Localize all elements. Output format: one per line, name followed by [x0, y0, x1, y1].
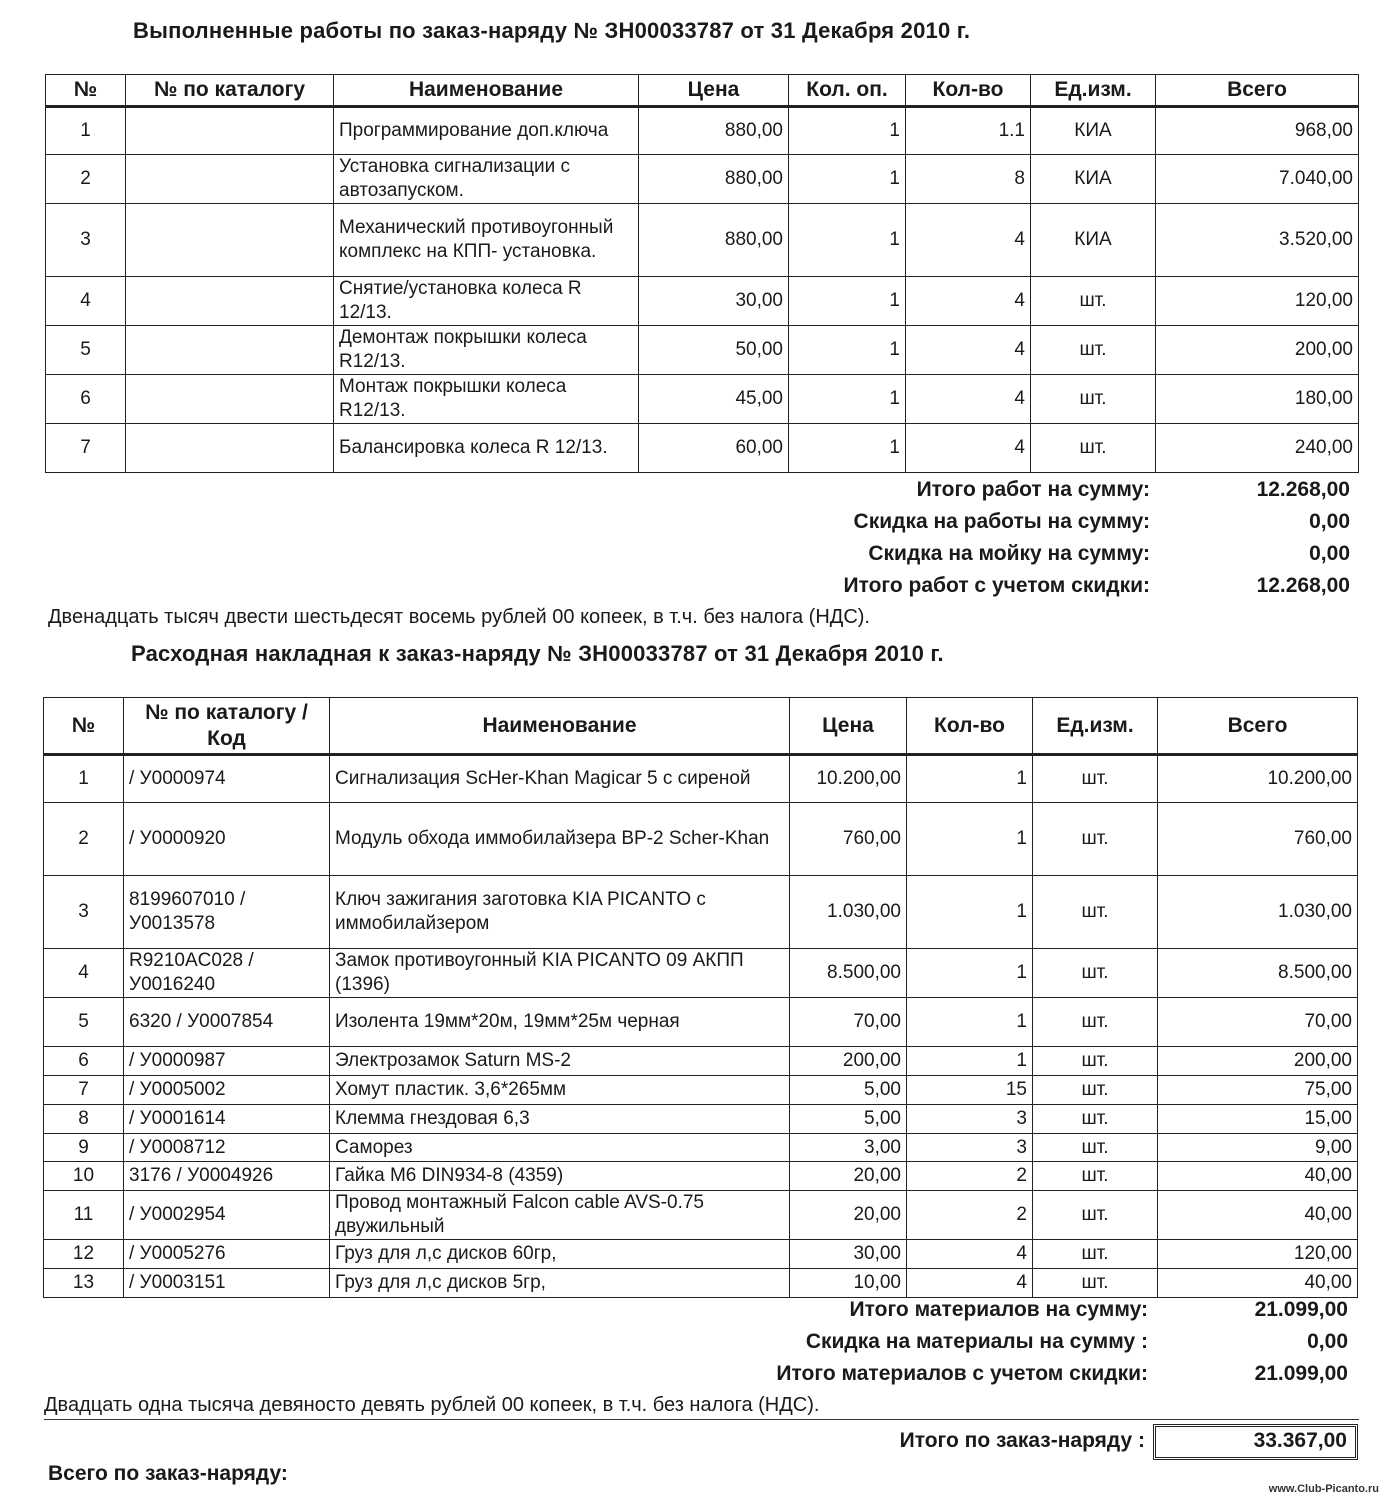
row-total: 10.200,00 [1158, 755, 1358, 803]
row-price: 10,00 [790, 1269, 907, 1298]
row-operations: 1 [789, 424, 906, 473]
row-total: 15,00 [1158, 1105, 1358, 1134]
row-name: Балансировка колеса R 12/13. [334, 424, 639, 473]
row-number: 4 [44, 949, 124, 998]
row-price: 50,00 [639, 326, 789, 375]
row-unit: шт. [1033, 1134, 1158, 1162]
row-price: 45,00 [639, 375, 789, 424]
table-row [46, 326, 1359, 375]
row-quantity: 1 [907, 803, 1033, 876]
works-header-qty: Кол-во [906, 75, 1031, 107]
row-price: 880,00 [639, 107, 789, 155]
row-number: 11 [44, 1191, 124, 1240]
row-name: Демонтаж покрышки колеса R12/13. [334, 326, 639, 375]
row-number: 7 [46, 424, 126, 473]
row-price: 200,00 [790, 1047, 907, 1076]
materials-total-label: Итого материалов на сумму: [849, 1298, 1148, 1321]
row-price: 880,00 [639, 204, 789, 277]
row-unit: шт. [1031, 424, 1156, 473]
row-number: 7 [44, 1076, 124, 1105]
row-total: 760,00 [1158, 803, 1358, 876]
table-row [46, 424, 1359, 473]
materials-discount-value: 0,00 [1307, 1330, 1348, 1353]
row-quantity: 1 [907, 1047, 1033, 1076]
row-unit: КИА [1031, 204, 1156, 277]
row-operations: 1 [789, 107, 906, 155]
grand-total-value: 33.367,00 [1153, 1424, 1358, 1460]
row-price: 70,00 [790, 998, 907, 1047]
row-unit: КИА [1031, 107, 1156, 155]
row-name: Сигнализация ScHer-Khan Magicar 5 с сиреной [330, 755, 790, 803]
row-unit: шт. [1031, 375, 1156, 424]
materials-header-catalog: № по каталогу / Код [124, 698, 330, 755]
row-unit: шт. [1033, 1240, 1158, 1269]
materials-header-unit: Ед.изм. [1033, 698, 1158, 755]
row-catalog: / У0000920 [124, 803, 330, 876]
row-unit: шт. [1033, 1047, 1158, 1076]
table-row [44, 1240, 1358, 1269]
row-total: 968,00 [1156, 107, 1359, 155]
order-total-footer-label: Всего по заказ-наряду: [48, 1462, 288, 1485]
row-name: Груз для л,с дисков 5гр, [330, 1269, 790, 1298]
row-operations: 1 [789, 204, 906, 277]
row-name: Гайка М6 DIN934-8 (4359) [330, 1162, 790, 1191]
works-total-value: 12.268,00 [1256, 478, 1350, 501]
row-quantity: 4 [906, 326, 1031, 375]
row-catalog [126, 277, 334, 326]
row-quantity: 1 [907, 998, 1033, 1047]
materials-header-num: № [44, 698, 124, 755]
row-name: Клемма гнездовая 6,3 [330, 1105, 790, 1134]
works-header-unit: Ед.изм. [1031, 75, 1156, 107]
works-table [45, 74, 1359, 473]
materials-amount-words: Двадцать одна тысяча девяносто девять рублей 00 копеек, в т.ч. без налога (НДС). [44, 1394, 820, 1416]
row-price: 3,00 [790, 1134, 907, 1162]
materials-discount-label: Скидка на материалы на сумму : [805, 1330, 1148, 1353]
row-number: 3 [46, 204, 126, 277]
row-unit: шт. [1031, 277, 1156, 326]
works-body [46, 107, 1359, 473]
row-name: Саморез [330, 1134, 790, 1162]
row-unit: шт. [1033, 949, 1158, 998]
row-catalog [126, 204, 334, 277]
table-row [46, 107, 1359, 155]
row-quantity: 2 [907, 1162, 1033, 1191]
materials-header-qty: Кол-во [907, 698, 1033, 755]
table-row [44, 998, 1358, 1047]
row-catalog: R9210AC028 / У0016240 [124, 949, 330, 998]
table-row [46, 155, 1359, 204]
works-discount-label: Скидка на работы на сумму: [853, 510, 1150, 533]
grand-total-label: Итого по заказ-наряду : [899, 1429, 1145, 1452]
row-name: Провод монтажный Falcon cable AVS-0.75 двужильный [330, 1191, 790, 1240]
row-price: 1.030,00 [790, 876, 907, 949]
row-quantity: 1 [907, 949, 1033, 998]
row-number: 6 [46, 375, 126, 424]
row-unit: шт. [1033, 755, 1158, 803]
row-catalog [126, 375, 334, 424]
table-row [44, 1105, 1358, 1134]
row-number: 1 [44, 755, 124, 803]
row-total: 200,00 [1156, 326, 1359, 375]
row-name: Механический противоугонный комплекс на КПП- установка. [334, 204, 639, 277]
row-total: 40,00 [1158, 1269, 1358, 1298]
works-final-value: 12.268,00 [1256, 574, 1350, 597]
row-quantity: 4 [907, 1269, 1033, 1298]
row-total: 9,00 [1158, 1134, 1358, 1162]
table-row [44, 755, 1358, 803]
materials-header-row [44, 698, 1358, 755]
row-total: 40,00 [1158, 1162, 1358, 1191]
row-name: Программирование доп.ключа [334, 107, 639, 155]
row-name: Установка сигнализации с автозапуском. [334, 155, 639, 204]
row-unit: шт. [1033, 998, 1158, 1047]
row-price: 20,00 [790, 1191, 907, 1240]
row-number: 12 [44, 1240, 124, 1269]
row-price: 5,00 [790, 1076, 907, 1105]
table-row [44, 1191, 1358, 1240]
table-row [46, 204, 1359, 277]
row-catalog [126, 326, 334, 375]
row-catalog: 8199607010 / У0013578 [124, 876, 330, 949]
row-quantity: 4 [907, 1240, 1033, 1269]
row-catalog: / У0000987 [124, 1047, 330, 1076]
row-total: 70,00 [1158, 998, 1358, 1047]
materials-header-total: Всего [1158, 698, 1358, 755]
materials-title: Расходная накладная к заказ-наряду № ЗН00033787 от 31 Декабря 2010 г. [131, 641, 944, 666]
row-unit: шт. [1033, 803, 1158, 876]
row-quantity: 3 [907, 1105, 1033, 1134]
works-discount-value: 0,00 [1309, 510, 1350, 533]
row-quantity: 4 [906, 204, 1031, 277]
row-name: Хомут пластик. 3,6*265мм [330, 1076, 790, 1105]
works-total-label: Итого работ на сумму: [916, 478, 1150, 501]
row-number: 8 [44, 1105, 124, 1134]
row-quantity: 1 [907, 876, 1033, 949]
row-number: 1 [46, 107, 126, 155]
row-catalog: 3176 / У0004926 [124, 1162, 330, 1191]
materials-total-value: 21.099,00 [1254, 1298, 1348, 1321]
materials-body [44, 755, 1358, 1298]
wash-discount-label: Скидка на мойку на сумму: [868, 542, 1150, 565]
row-catalog: 6320 / У0007854 [124, 998, 330, 1047]
row-quantity: 2 [907, 1191, 1033, 1240]
row-catalog: / У0003151 [124, 1269, 330, 1298]
row-name: Ключ зажигания заготовка KIA PICANTO с иммобилайзером [330, 876, 790, 949]
words-underline [44, 1419, 1359, 1420]
row-name: Замок противоугонный KIA PICANTO 09 АКПП (1396) [330, 949, 790, 998]
row-total: 7.040,00 [1156, 155, 1359, 204]
row-total: 180,00 [1156, 375, 1359, 424]
table-row [44, 1047, 1358, 1076]
row-catalog [126, 155, 334, 204]
row-total: 1.030,00 [1158, 876, 1358, 949]
materials-final-label: Итого материалов с учетом скидки: [776, 1362, 1148, 1385]
row-quantity: 1 [907, 755, 1033, 803]
row-number: 10 [44, 1162, 124, 1191]
row-total: 120,00 [1156, 277, 1359, 326]
row-number: 4 [46, 277, 126, 326]
row-name: Изолента 19мм*20м, 19мм*25м черная [330, 998, 790, 1047]
works-header-num: № [46, 75, 126, 107]
table-row [44, 803, 1358, 876]
row-price: 880,00 [639, 155, 789, 204]
row-operations: 1 [789, 375, 906, 424]
row-total: 3.520,00 [1156, 204, 1359, 277]
row-price: 60,00 [639, 424, 789, 473]
row-operations: 1 [789, 277, 906, 326]
works-header-price: Цена [639, 75, 789, 107]
row-operations: 1 [789, 155, 906, 204]
row-catalog: / У0008712 [124, 1134, 330, 1162]
row-total: 240,00 [1156, 424, 1359, 473]
row-total: 40,00 [1158, 1191, 1358, 1240]
row-name: Снятие/установка колеса R 12/13. [334, 277, 639, 326]
row-price: 20,00 [790, 1162, 907, 1191]
row-unit: шт. [1033, 876, 1158, 949]
works-header-total: Всего [1156, 75, 1359, 107]
row-quantity: 3 [907, 1134, 1033, 1162]
row-quantity: 4 [906, 424, 1031, 473]
table-row [44, 1269, 1358, 1298]
table-row [44, 876, 1358, 949]
table-row [44, 1162, 1358, 1191]
row-total: 8.500,00 [1158, 949, 1358, 998]
works-final-label: Итого работ с учетом скидки: [843, 574, 1150, 597]
row-quantity: 8 [906, 155, 1031, 204]
table-row [46, 277, 1359, 326]
row-number: 5 [44, 998, 124, 1047]
row-price: 10.200,00 [790, 755, 907, 803]
row-number: 2 [44, 803, 124, 876]
row-catalog [126, 107, 334, 155]
row-price: 760,00 [790, 803, 907, 876]
watermark-text: www.Club-Picanto.ru [1268, 1483, 1379, 1495]
row-unit: КИА [1031, 155, 1156, 204]
works-header-row [46, 75, 1359, 107]
row-price: 8.500,00 [790, 949, 907, 998]
row-quantity: 4 [906, 375, 1031, 424]
row-unit: шт. [1033, 1191, 1158, 1240]
table-row [46, 375, 1359, 424]
row-quantity: 4 [906, 277, 1031, 326]
row-price: 5,00 [790, 1105, 907, 1134]
materials-table [43, 697, 1358, 1298]
row-unit: шт. [1033, 1162, 1158, 1191]
row-catalog: / У0005002 [124, 1076, 330, 1105]
materials-header-price: Цена [790, 698, 907, 755]
row-catalog: / У0002954 [124, 1191, 330, 1240]
row-price: 30,00 [790, 1240, 907, 1269]
row-number: 9 [44, 1134, 124, 1162]
table-row [44, 1134, 1358, 1162]
row-operations: 1 [789, 326, 906, 375]
row-number: 5 [46, 326, 126, 375]
row-name: Модуль обхода иммобилайзера ВР-2 Scher-Khan [330, 803, 790, 876]
materials-header-name: Наименование [330, 698, 790, 755]
works-amount-words: Двенадцать тысяч двести шестьдесят восемь рублей 00 копеек, в т.ч. без налога (НДС). [48, 606, 870, 628]
row-total: 75,00 [1158, 1076, 1358, 1105]
row-unit: шт. [1033, 1076, 1158, 1105]
row-price: 30,00 [639, 277, 789, 326]
row-name: Груз для л,с дисков 60гр, [330, 1240, 790, 1269]
works-title: Выполненные работы по заказ-наряду № ЗН00033787 от 31 Декабря 2010 г. [133, 18, 971, 43]
row-total: 200,00 [1158, 1047, 1358, 1076]
row-quantity: 1.1 [906, 107, 1031, 155]
materials-final-value: 21.099,00 [1254, 1362, 1348, 1385]
row-quantity: 15 [907, 1076, 1033, 1105]
row-unit: шт. [1033, 1105, 1158, 1134]
row-unit: шт. [1031, 326, 1156, 375]
row-number: 2 [46, 155, 126, 204]
row-total: 120,00 [1158, 1240, 1358, 1269]
table-row [44, 949, 1358, 998]
works-header-ops: Кол. оп. [789, 75, 906, 107]
wash-discount-value: 0,00 [1309, 542, 1350, 565]
row-catalog: / У0001614 [124, 1105, 330, 1134]
row-number: 6 [44, 1047, 124, 1076]
row-number: 13 [44, 1269, 124, 1298]
works-header-catalog: № по каталогу [126, 75, 334, 107]
row-name: Электрозамок Saturn MS-2 [330, 1047, 790, 1076]
works-header-name: Наименование [334, 75, 639, 107]
row-unit: шт. [1033, 1269, 1158, 1298]
row-catalog [126, 424, 334, 473]
row-number: 3 [44, 876, 124, 949]
row-catalog: / У0005276 [124, 1240, 330, 1269]
table-row [44, 1076, 1358, 1105]
row-name: Монтаж покрышки колеса R12/13. [334, 375, 639, 424]
row-catalog: / У0000974 [124, 755, 330, 803]
